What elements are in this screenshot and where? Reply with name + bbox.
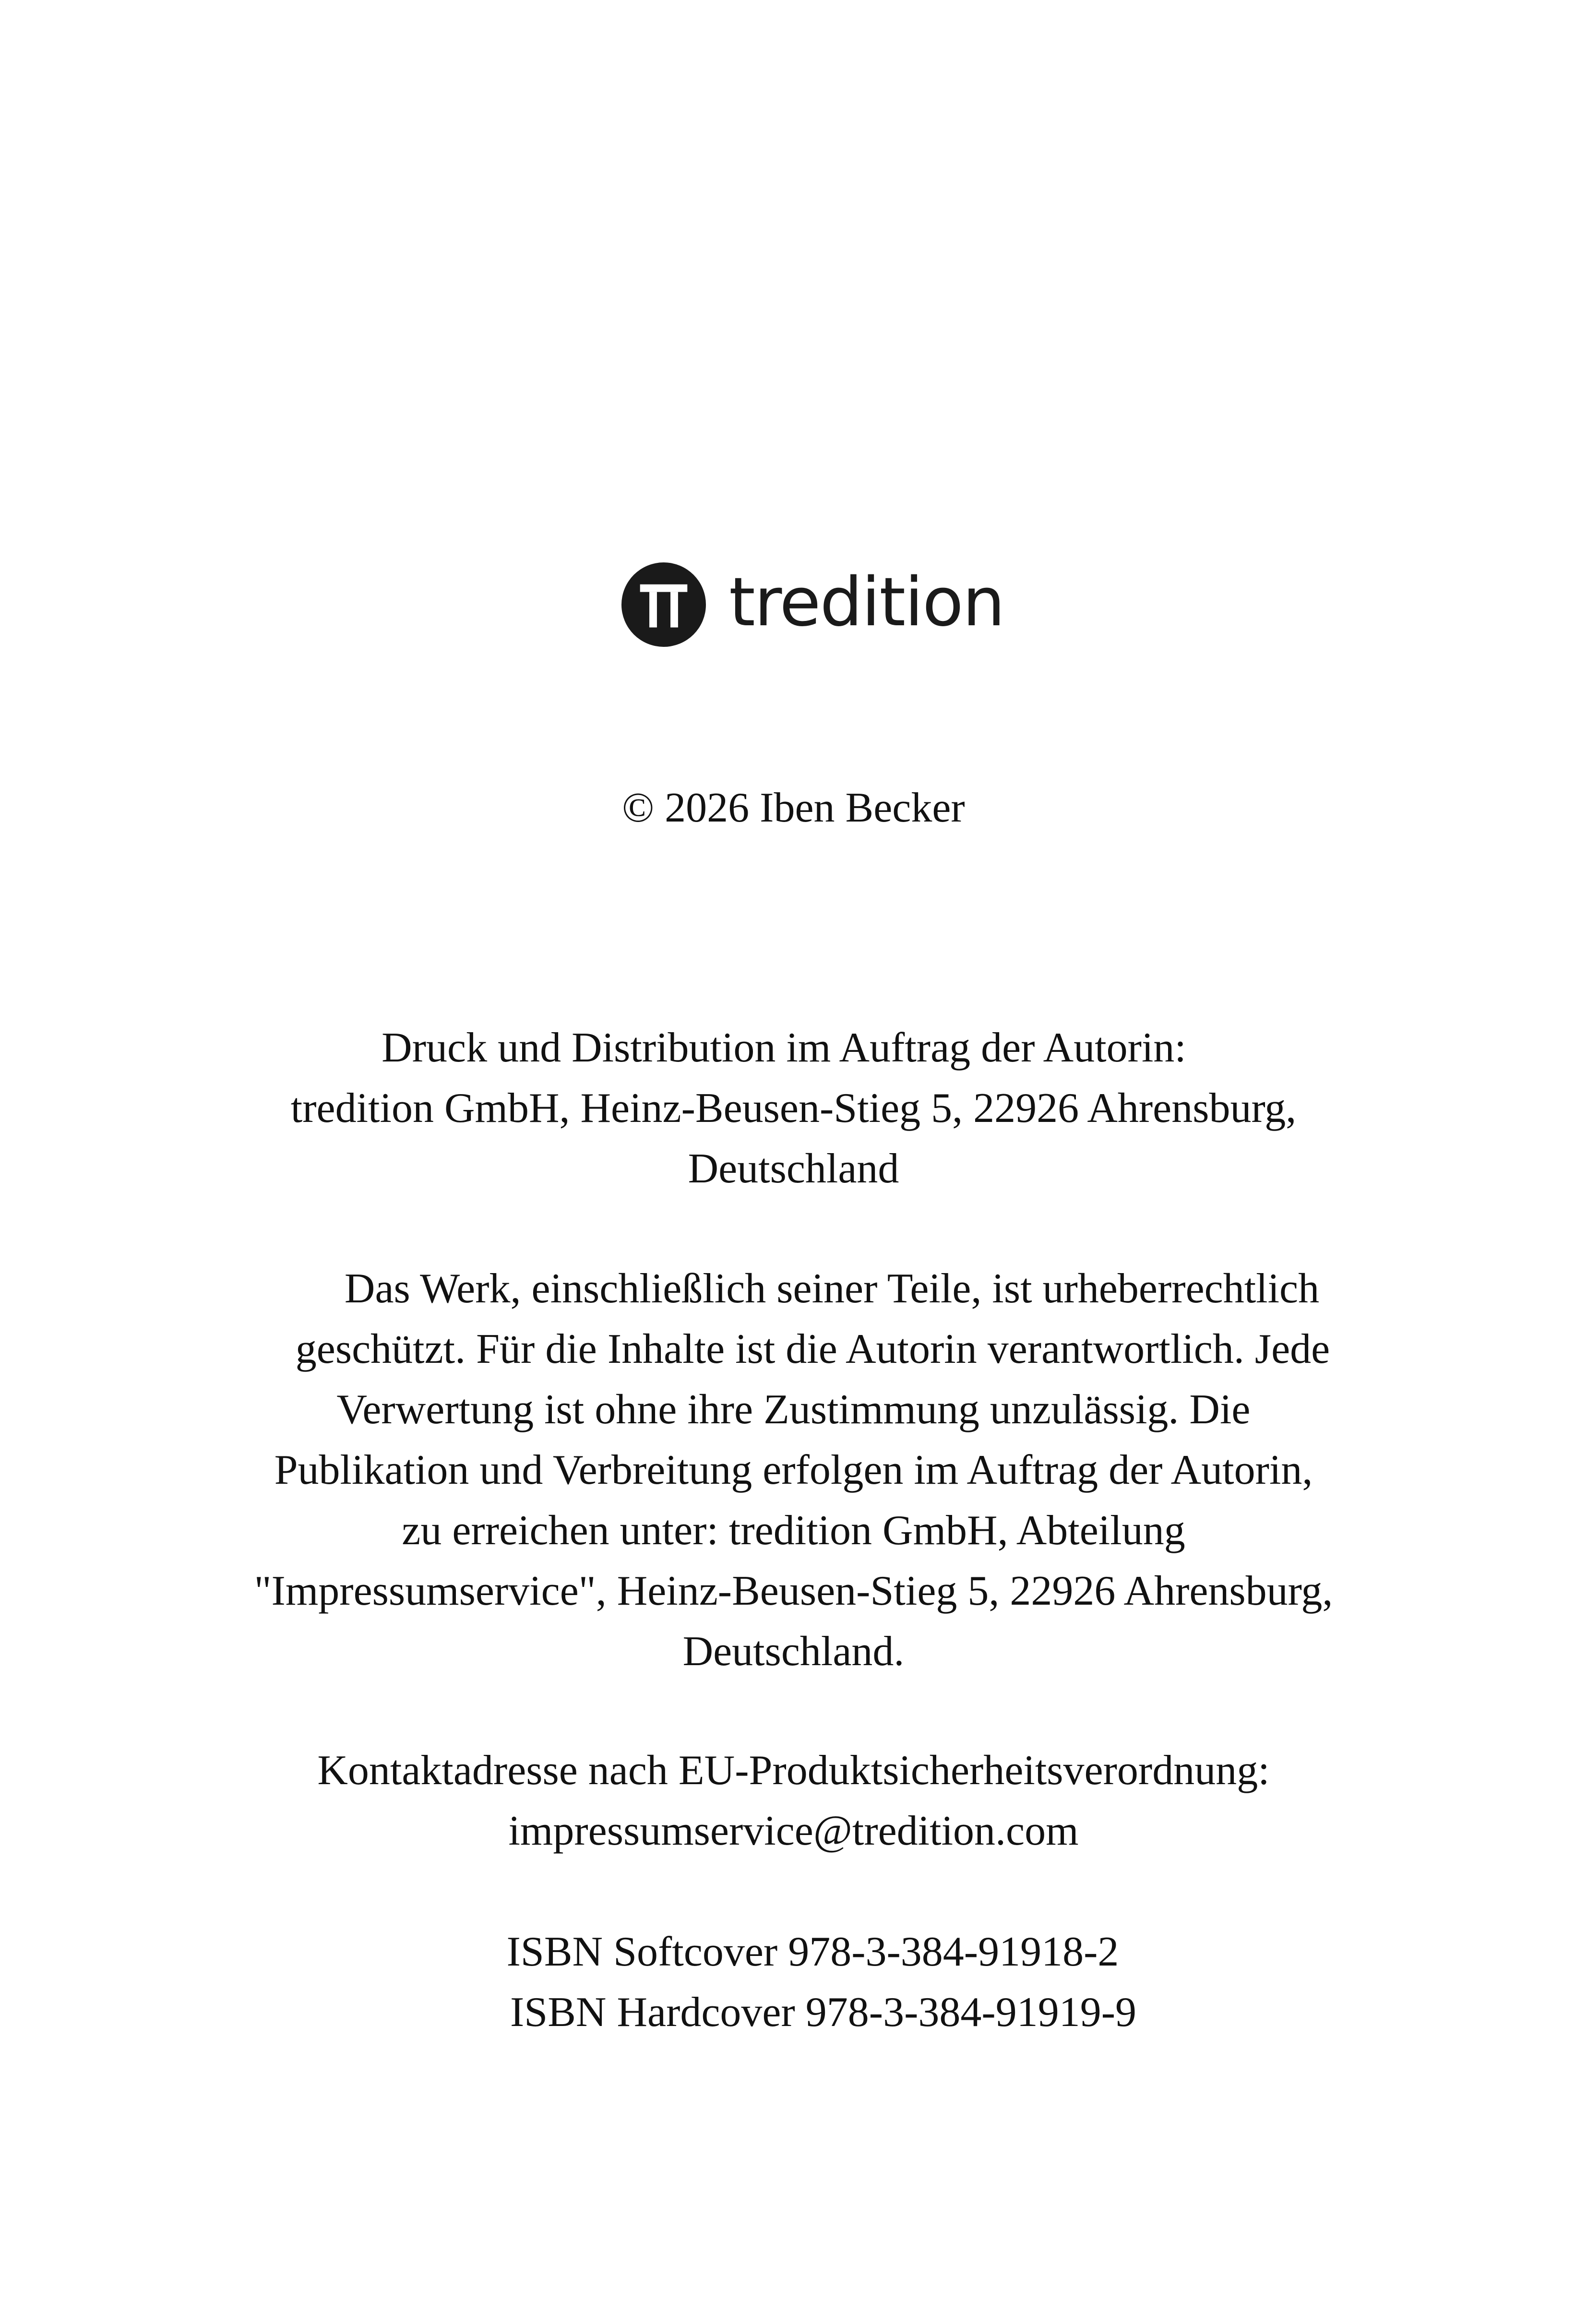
contact-email: impressumservice@tredition.com bbox=[508, 1808, 1079, 1854]
rights-notice-line: "Impressumservice", Heinz-Beusen-Stieg 5, 22926 Ahrensburg, bbox=[254, 1568, 1333, 1614]
print-notice-line: Druck und Distribution im Auftrag der Autorin: bbox=[382, 1025, 1186, 1071]
print-notice-line: tredition GmbH, Heinz-Beusen-Stieg 5, 22926 Ahrensburg, bbox=[290, 1085, 1297, 1132]
copyright-line: © 2026 Iben Becker bbox=[622, 785, 965, 831]
contact-label: Kontaktadresse nach EU-Produktsicherheitsverordnung: bbox=[317, 1747, 1270, 1794]
publisher-name: tredition bbox=[729, 563, 1004, 642]
rights-notice-line: zu erreichen unter: tredition GmbH, Abteilung bbox=[402, 1507, 1185, 1554]
tredition-logo-icon bbox=[621, 562, 706, 647]
rights-notice-line: Deutschland. bbox=[682, 1628, 905, 1675]
rights-notice-line: geschützt. Für die Inhalte ist die Autorin verantwortlich. Jede bbox=[295, 1326, 1330, 1372]
publisher-logo bbox=[621, 561, 1004, 648]
print-notice-line: Deutschland bbox=[688, 1145, 899, 1192]
rights-notice-line: Verwertung ist ohne ihre Zustimmung unzulässig. Die bbox=[336, 1386, 1251, 1433]
rights-notice-line: Das Werk, einschließlich seiner Teile, ist urheberrechtlich bbox=[344, 1265, 1320, 1312]
isbn-softcover: ISBN Softcover 978-3-384-91918-2 bbox=[506, 1929, 1119, 1975]
rights-notice-line: Publikation und Verbreitung erfolgen im Auftrag der Autorin, bbox=[274, 1447, 1313, 1493]
isbn-hardcover: ISBN Hardcover 978-3-384-91919-9 bbox=[510, 1989, 1137, 2036]
